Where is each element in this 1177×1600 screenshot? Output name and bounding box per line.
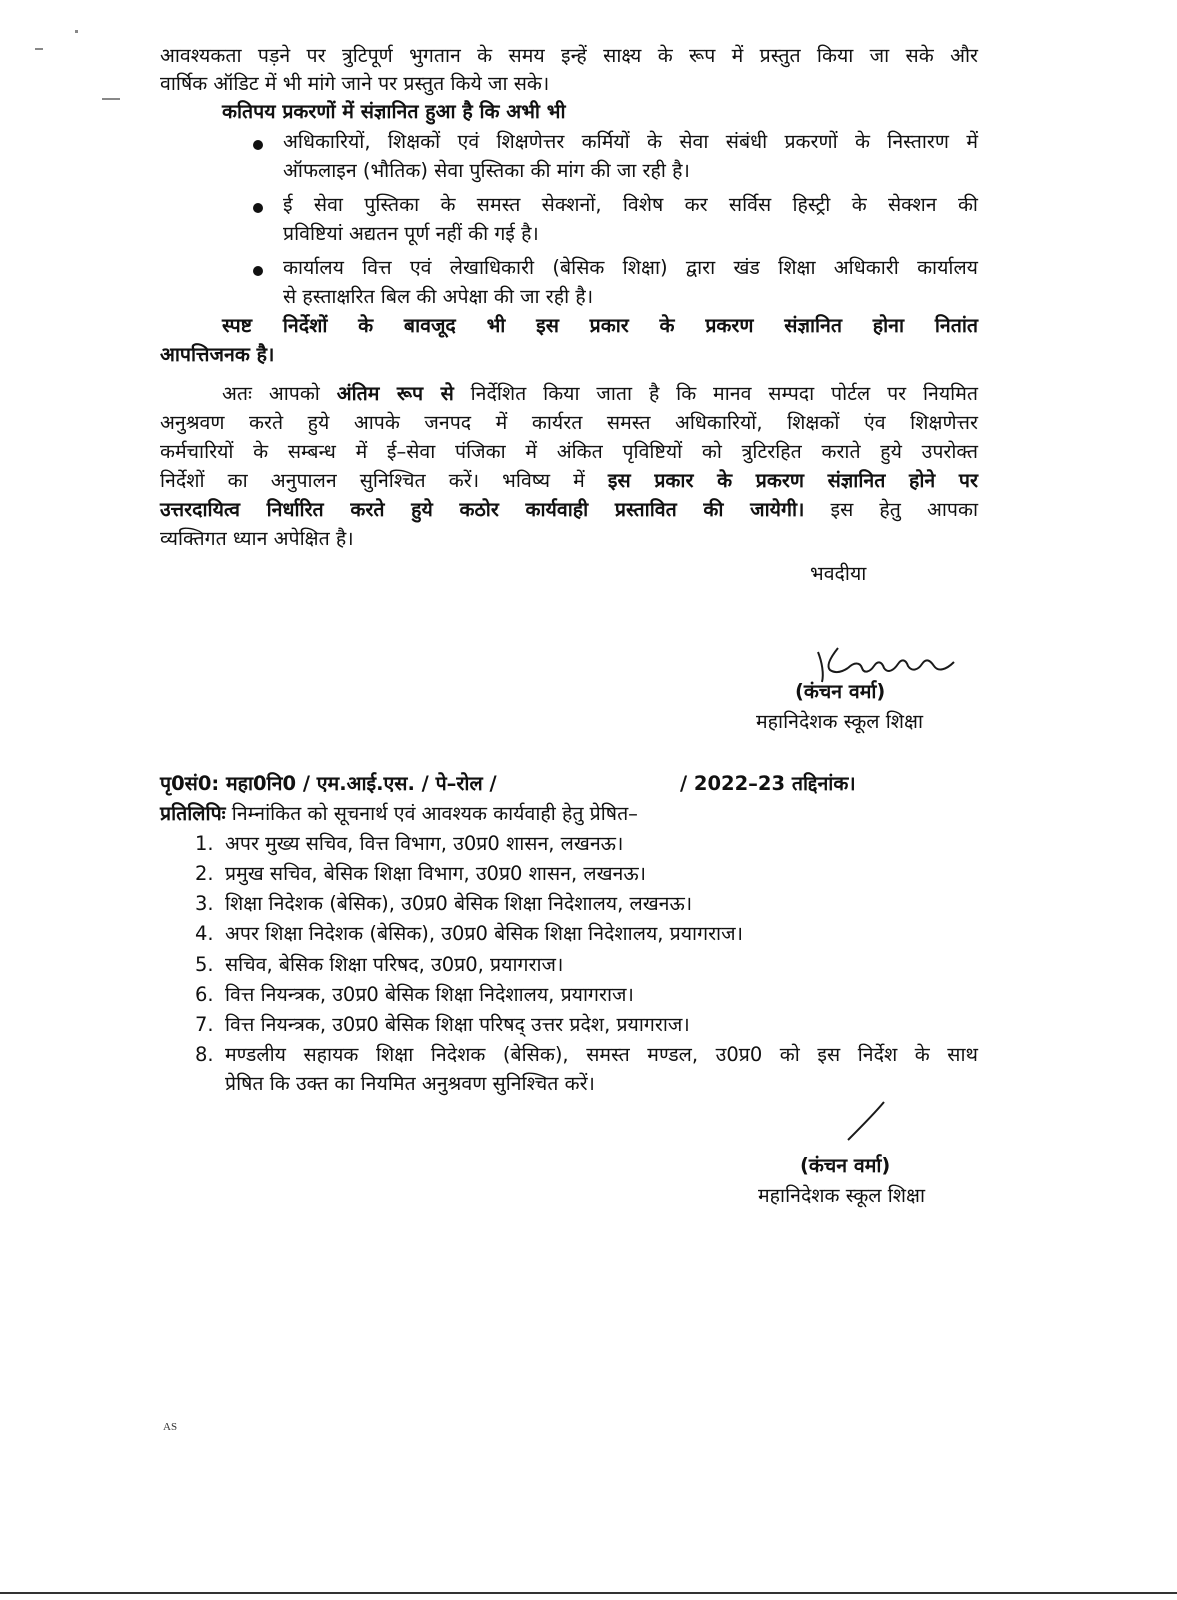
intro-line-1: आवश्यकता पड़ने पर त्रुटिपूर्ण भुगतान के समय इन्हें साक्ष्य के रूप में प्रस्तुत किया जा सके और [160,44,978,67]
scan-speck [102,98,120,100]
reference-number-left: पृ0सं0: महा0नि0 / एम.आई.एस. / पे–रोल / [160,772,497,795]
copy-item-1: अपर मुख्य सचिव, वित्त विभाग, उ0प्र0 शासन, लखनऊ। [225,832,624,855]
bullet-2-line-2: प्रविष्टियां अद्यतन पूर्ण नहीं की गई है। [283,222,539,245]
scan-bottom-edge [0,1592,1177,1594]
bullet-2-line-1: ई सेवा पुस्तिका के समस्त सेक्शनों, विशेष कर सर्विस हिस्ट्री के सेक्शन की [283,193,978,216]
copy-item-number: 4. [195,922,214,945]
copy-item-number: 6. [195,983,214,1006]
copy-item-8-line-1: मण्डलीय सहायक शिक्षा निदेशक (बेसिक), समस्त मण्डल, उ0प्र0 को इस निर्देश के साथ [225,1043,978,1066]
bullet-3-line-2: से हस्ताक्षरित बिल की अपेक्षा की जा रही है। [283,285,594,308]
copy-item-number: 2. [195,862,214,885]
copy-to-heading: प्रतिलिपिः निम्नांकित को सूचनार्थ एवं आवश्यक कार्यवाही हेतु प्रेषित– [160,802,638,825]
reference-number-right: / 2022–23 तद्दिनांक। [680,772,856,795]
directive-line-6: व्यक्तिगत ध्यान अपेक्षित है। [160,527,354,550]
copy-item-number: 3. [195,892,214,915]
signature-1-name: (कंचन वर्मा) [795,680,886,703]
closing-salutation: भवदीया [810,562,867,585]
objection-line-1: स्पष्ट निर्देशों के बावजूद भी इस प्रकार के प्रकरण संज्ञानित होना नितांत [222,314,978,337]
directive-line-3: कर्मचारियों के सम्बन्ध में ई–सेवा पंजिका में अंकित पृविष्टियों को त्रुटिरहित कराते हुये उपरोक्त [160,440,978,463]
scan-speck [35,48,43,50]
objection-line-2: आपत्तिजनक है। [160,343,275,366]
bullet-3-line-1: कार्यालय वित्त एवं लेखाधिकारी (बेसिक शिक्षा) द्वारा खंड शिक्षा अधिकारी कार्यालय [283,256,978,279]
footer-initials: AS [163,1421,178,1433]
signature-2-name: (कंचन वर्मा) [800,1154,891,1177]
scan-speck [75,30,78,33]
cases-heading: कतिपय प्रकरणों में संज्ञानित हुआ है कि अभी भी [222,100,566,123]
bullet-dot [253,140,263,150]
signature-stroke [840,1098,890,1144]
directive-line-1: अतः आपको अंतिम रूप से निर्देशित किया जाता है कि मानव सम्पदा पोर्टल पर नियमित [222,382,978,405]
directive-line-2: अनुश्रवण करते हुये आपके जनपद में कार्यरत समस्त अधिकारियों, शिक्षकों एंव शिक्षणेत्तर [160,411,978,434]
bullet-1-line-2: ऑफलाइन (भौतिक) सेवा पुस्तिका की मांग की जा रही है। [283,159,690,182]
copy-item-2: प्रमुख सचिव, बेसिक शिक्षा विभाग, उ0प्र0 शासन, लखनऊ। [225,862,647,885]
directive-line-5: उत्तरदायित्व निर्धारित करते हुये कठोर कार्यवाही प्रस्तावित की जायेगी। इस हेतु आपका [160,498,978,521]
copy-item-number: 5. [195,953,214,976]
copy-item-6: वित्त नियन्त्रक, उ0प्र0 बेसिक शिक्षा निदेशालय, प्रयागराज। [225,983,634,1006]
copy-item-number: 8. [195,1043,214,1066]
signature-2-designation: महानिदेशक स्कूल शिक्षा [758,1184,926,1207]
copy-item-5: सचिव, बेसिक शिक्षा परिषद, उ0प्र0, प्रयागराज। [225,953,564,976]
copy-item-4: अपर शिक्षा निदेशक (बेसिक), उ0प्र0 बेसिक शिक्षा निदेशालय, प्रयागराज। [225,922,743,945]
signature-1-designation: महानिदेशक स्कूल शिक्षा [756,710,924,733]
intro-line-2: वार्षिक ऑडिट में भी मांगे जाने पर प्रस्तुत किये जा सके। [160,72,550,95]
copy-item-7: वित्त नियन्त्रक, उ0प्र0 बेसिक शिक्षा परिषद् उत्तर प्रदेश, प्रयागराज। [225,1013,690,1036]
bullet-dot [253,266,263,276]
bullet-dot [253,203,263,213]
copy-item-number: 1. [195,832,214,855]
copy-item-3: शिक्षा निदेशक (बेसिक), उ0प्र0 बेसिक शिक्षा निदेशालय, लखनऊ। [225,892,693,915]
bullet-1-line-1: अधिकारियों, शिक्षकों एवं शिक्षणेत्तर कर्मियों के सेवा संबंधी प्रकरणों के निस्तारण में [283,130,978,153]
copy-item-number: 7. [195,1013,214,1036]
directive-line-4: निर्देशों का अनुपालन सुनिश्चित करें। भविष्य में इस प्रकार के प्रकरण संज्ञानित होने पर [160,469,978,492]
copy-item-8-line-2: प्रेषित कि उक्त का नियमित अनुश्रवण सुनिश्चित करें। [225,1072,595,1095]
